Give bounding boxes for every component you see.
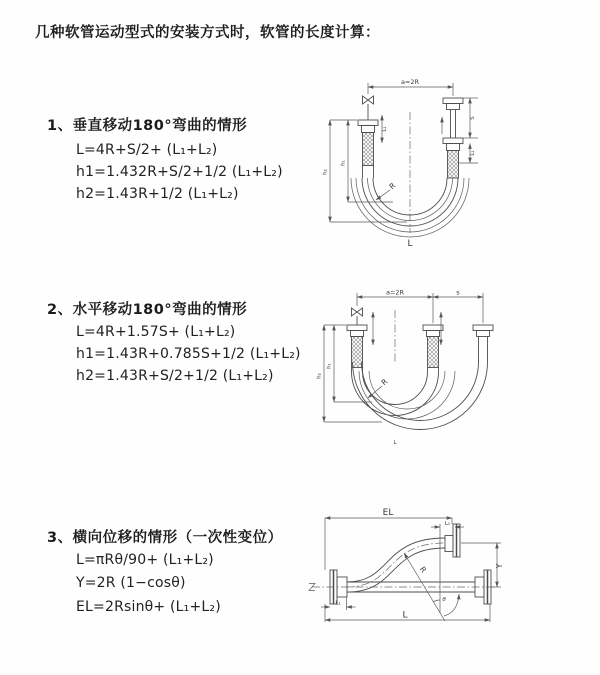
hose-braid [352,337,363,368]
page-title: 几种软管运动型式的安装方式时，软管的长度计算： [35,25,380,41]
left-fitting [347,325,367,372]
hose-braid [428,337,439,368]
section1-formula-h2: h2=1.43R+1/2 (L₁+L₂) [76,186,239,202]
diagram-lateral-displacement [300,500,600,675]
diagram-horizontal-180-bend [310,282,600,472]
valve-icon [352,308,363,325]
left-fitting [358,120,378,178]
dim-label-l1-left: L₁ [382,126,388,132]
section3-formula-EL: EL=2Rsinθ+ (L₁+L₂) [76,599,221,615]
dim-label-h2: h₂ [322,169,329,175]
dim-label-h1: h₁ [326,363,333,369]
dim-label-s: s [456,288,460,297]
section2-heading: 2、水平移动180°弯曲的情形 [47,302,248,318]
diagram-vertical-180-bend [310,70,600,260]
right-fitting-lower [443,138,463,178]
section2-formula-h2: h2=1.43R+S/2+1/2 (L₁+L₂) [76,368,274,384]
right-fitting-upper [443,98,463,138]
dim-label-l1-top: L₁ [444,521,451,527]
right-fitting-moved [473,325,493,362]
hose-u-bend [352,362,488,430]
dim-label-r: R [379,376,390,388]
dim-label-l: L [402,610,408,621]
section3-formula-Y: Y=2R (1−cosθ) [76,575,186,591]
hose-braid [448,151,459,179]
dim-label-h2: h₂ [316,373,323,379]
dim-label-l1-right: L₁ [470,150,476,156]
dim-label-s: S [470,116,476,120]
section2-formula-L: L=4R+1.57S+ (L₁+L₂) [76,324,236,340]
dim-label-r: R [417,564,429,575]
middle-fitting [423,325,443,372]
section3-heading: 3、横向位移的情形（一次性变位） [47,530,283,546]
dim-label-a2r: a=2R [385,288,405,297]
dim-label-l: L [393,440,397,446]
dim-label-r: R [387,180,398,192]
dim-label-l: L [407,239,413,249]
section1-formula-h1: h1=1.432R+S/2+1/2 (L₁+L₂) [76,164,283,180]
section1-formula-L: L=4R+S/2+ (L₁+L₂) [76,142,218,158]
dim-label-h1: h₁ [340,160,347,166]
valve-icon [363,96,374,120]
section1-heading: 1、垂直移动180°弯曲的情形 [47,118,248,134]
section3-formula-L: L=πRθ/90+ (L₁+L₂) [76,552,214,568]
hose-braid [363,133,374,166]
dim-label-y: Y [495,563,504,569]
dim-label-l1-left: L₁ [335,600,341,607]
section2-formula-h1: h1=1.43R+0.785S+1/2 (L₁+L₂) [76,346,301,362]
dim-label-theta: θ [442,597,446,603]
dim-label-el: EL [382,508,394,518]
dim-label-a2r: a=2R [400,78,420,86]
